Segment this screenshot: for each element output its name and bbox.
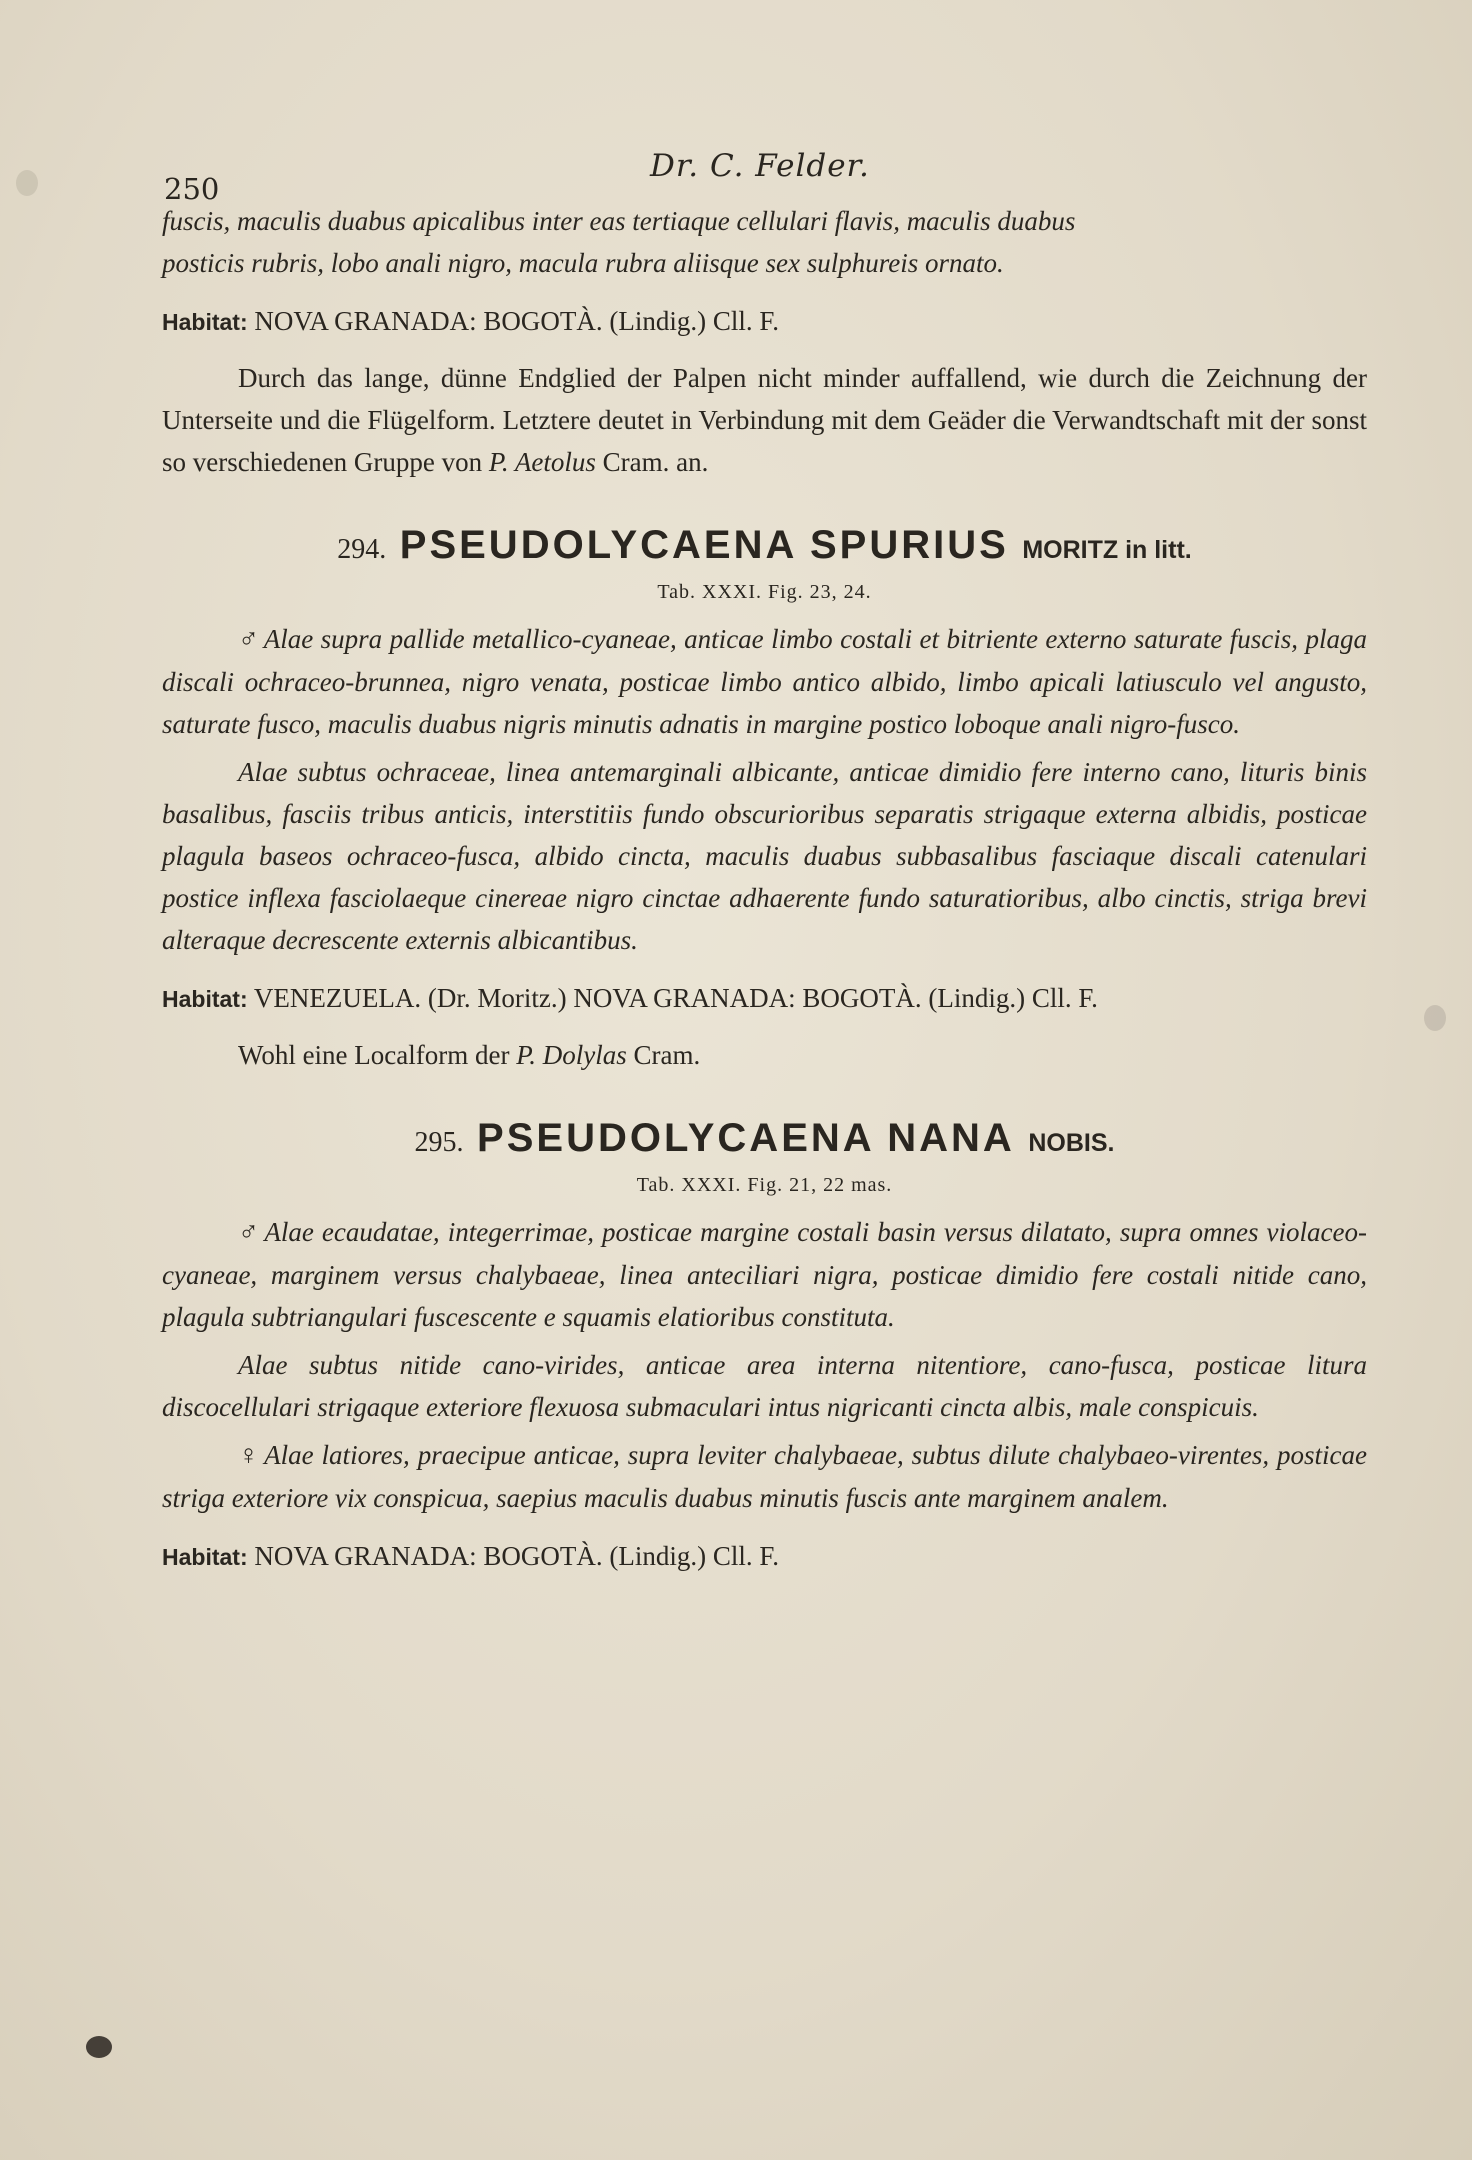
habitat-text: VENEZUELA. (Dr. Moritz.) NOVA GRANADA: BOGOTÀ. (Lindig.) Cll. F. — [253, 983, 1098, 1013]
species-name: PSEUDOLYCAENA NANA — [477, 1116, 1015, 1160]
species-number: 295. — [414, 1127, 464, 1158]
description-underside: Alae subtus nitide cano-virides, anticae area interna nitentiore, cano-fusca, posticae litura discocellulari strigaque exteriore flexuosa submaculari intus nigricanti cincta albis, male conspicuis. — [162, 1350, 1367, 1422]
male-symbol-icon: ♂ — [238, 624, 260, 655]
german-note: Wohl eine Localform der P. Dolylas Cram. — [238, 1040, 701, 1070]
plate-reference: Tab. XXXI. Fig. 21, 22 mas. — [636, 1174, 893, 1196]
female-symbol-icon: ♀ — [238, 1440, 261, 1471]
species-number: 294. — [337, 534, 387, 565]
habitat-label: Habitat: — [162, 1544, 248, 1570]
plate-reference: Tab. XXXI. Fig. 23, 24. — [657, 581, 872, 603]
species-294-heading — [162, 519, 1367, 576]
page-body — [162, 200, 1367, 1578]
page-number: 250 — [164, 172, 220, 206]
paper-spot — [16, 170, 38, 196]
species-author: NOBIS. — [1028, 1129, 1115, 1157]
habitat-line — [162, 1535, 1367, 1578]
species-name: PSEUDOLYCAENA SPURIUS — [399, 523, 1009, 567]
page-header — [160, 148, 1380, 206]
description-underside: Alae subtus ochraceae, linea antemarginali albicante, anticae dimidio fere interno cano, lituris binis basalibus, fasciis tribus anticis, interstitiis fundo obscurioribus separatis strigaque externa albidis, posticae plagula baseos ochraceo-fusca, albido cincta, maculis duabus subbasalibus fasciaque discali catenulari postice inflexa fasciolaeque cinereae nigro cinctae adhaerente fundo saturatioribus, albo cinctis, striga brevi alteraque decrescente externis albicantibus. — [162, 757, 1367, 955]
species-reference: P. Dolylas — [516, 1040, 627, 1070]
habitat-label: Habitat: — [162, 986, 248, 1012]
habitat-text: NOVA GRANADA: BOGOTÀ. (Lindig.) Cll. F. — [254, 1541, 779, 1571]
description-male-upperside: ♂ Alae ecaudatae, integerrimae, posticae margine costali basin versus dilatato, supra omnes violaceo-cyaneae, marginem versus chalybaeae, linea anteciliari nigra, posticae dimidio fere costali nitide cano, plagula subtriangulari fuscescente e squamis elatioribus constituta. — [162, 1217, 1368, 1332]
habitat-label: Habitat: — [162, 309, 248, 335]
latin-continuation-line-1: fuscis, maculis duabus apicalibus inter eas tertiaque cellulari flavis, maculis duabus — [162, 206, 1076, 236]
species-295-heading — [162, 1112, 1367, 1169]
habitat-text: NOVA GRANADA: BOGOTÀ. (Lindig.) Cll. F. — [254, 306, 779, 336]
species-author: MORITZ in litt. — [1022, 536, 1192, 564]
german-note: Durch das lange, dünne Endglied der Palpen nicht minder auffallend, wie durch die Zeichnung der Unterseite und die Flügelform. Letztere deutet in Verbindung mit dem Geäder die Verwandtschaft mit der sonst so verschiedenen Gruppe von P. Aetolus Cram. an. — [162, 363, 1367, 477]
male-symbol-icon: ♂ — [238, 1217, 261, 1248]
species-reference: P. Aetolus — [488, 447, 596, 477]
paper-spot — [1424, 1005, 1446, 1031]
intro-section — [162, 200, 1367, 483]
description-male-upperside: ♂ Alae supra pallide metallico-cyaneae, anticae limbo costali et bitriente externo saturate fuscis, plaga discali ochraceo-brunnea, nigro venata, posticae limbo antico albido, limbo apicali latiusculo vel angusto, saturate fusco, maculis duabus nigris minutis adnatis in margine postico loboque anali nigro-fusco. — [162, 624, 1368, 739]
latin-continuation-line-2: posticis rubris, lobo anali nigro, macula rubra aliisque sex sulphureis ornato. — [162, 248, 1004, 278]
running-head: Dr. C. Felder. — [650, 148, 870, 184]
description-female: ♀ Alae latiores, praecipue anticae, supra leviter chalybaeae, subtus dilute chalybaeo-virentes, posticae striga exteriore vix conspicua, saepius maculis duabus minutis fuscis ante marginem analem. — [162, 1440, 1367, 1513]
habitat-line — [162, 300, 1367, 343]
species-295-entry — [162, 1112, 1367, 1578]
species-294-entry — [162, 519, 1367, 1076]
ink-blot — [86, 2036, 112, 2058]
habitat-line — [162, 977, 1367, 1020]
